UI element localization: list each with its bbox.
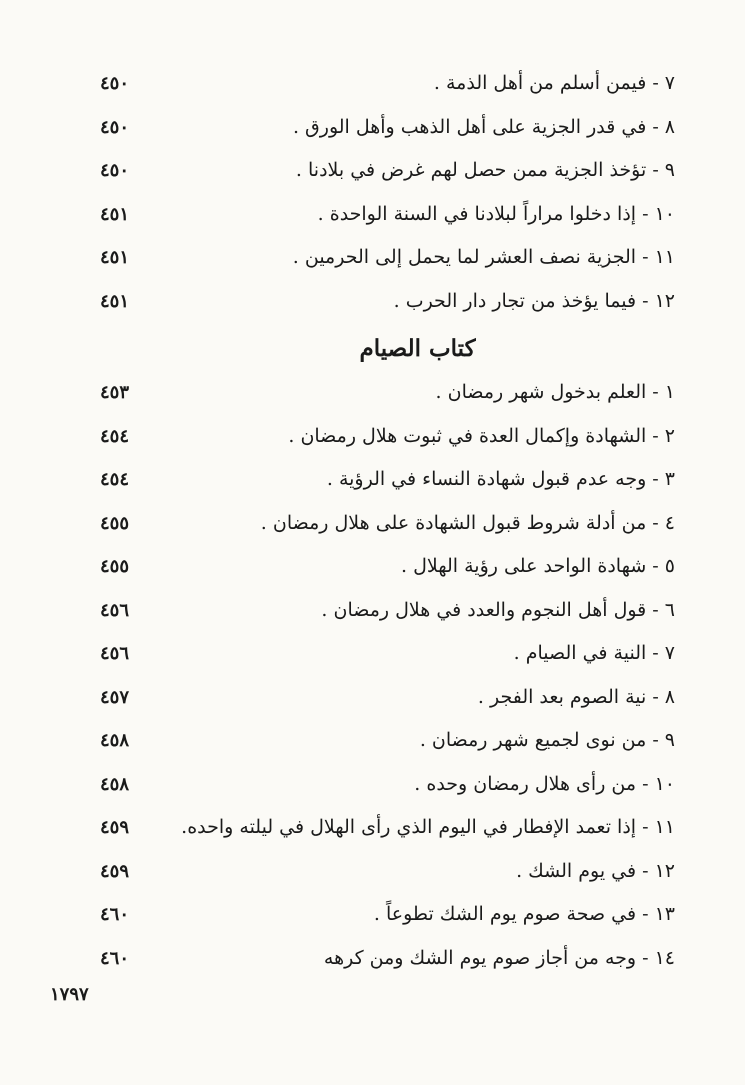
toc-entry-title: ٨ - في قدر الجزية على أهل الذهب وأهل الورق . [292, 115, 675, 138]
toc-entry-title: ٧ - النية في الصيام . [513, 642, 675, 664]
toc-row [100, 545, 675, 589]
toc-entry-title: ١٢ - في يوم الشك . [516, 859, 675, 882]
toc-entry-page: ٤٥٠ [100, 73, 130, 94]
toc-entry-page: ٤٥٤ [100, 425, 130, 447]
section-heading: كتاب الصيام [359, 335, 476, 362]
toc-entry-page: ٤٥٠ [100, 160, 130, 181]
toc-entry-title: ١٢ - فيما يؤخذ من تجار دار الحرب . [393, 289, 675, 312]
toc-entry-page: ٤٥٨ [100, 773, 130, 795]
toc-entry-page: ٤٥١ [100, 290, 130, 312]
toc-entry-title: ١٠ - من رأى هلال رمضان وحده . [414, 772, 675, 795]
page-number: ١٧٩٧ [50, 984, 89, 1005]
toc-row [100, 632, 675, 676]
toc-entry-page: ٤٥٣ [100, 382, 130, 403]
table-of-contents [100, 62, 675, 980]
toc-row [100, 719, 675, 763]
toc-row [100, 193, 675, 237]
toc-entry-page: ٤٥٤ [100, 469, 130, 490]
section-heading-row [100, 323, 675, 371]
toc-row [100, 676, 675, 720]
toc-entry-title: ٩ - تؤخذ الجزية ممن حصل لهم غرض في بلادنا . [295, 159, 675, 181]
toc-entry-title: ٨ - نية الصوم بعد الفجر . [477, 685, 675, 708]
toc-entry-title: ٤ - من أدلة شروط قبول الشهادة على هلال رمضان . [260, 511, 675, 534]
toc-entry-page: ٤٦٠ [100, 904, 130, 925]
toc-entry-title: ٧ - فيمن أسلم من أهل الذمة . [433, 72, 675, 94]
toc-entry-title: ١١ - الجزية نصف العشر لما يحمل إلى الحرمين . [292, 246, 675, 268]
toc-row [100, 937, 675, 981]
toc-entry-page: ٤٥٧ [100, 686, 130, 708]
toc-row [100, 458, 675, 502]
toc-row [100, 850, 675, 894]
toc-entry-title: ١٠ - إذا دخلوا مراراً لبلادنا في السنة الواحدة . [317, 202, 675, 225]
toc-row [100, 62, 675, 106]
toc-entry-title: ١ - العلم بدخول شهر رمضان . [435, 381, 675, 403]
toc-entry-page: ٤٥١ [100, 247, 130, 268]
toc-entry-page: ٤٥٠ [100, 116, 130, 138]
toc-entry-page: ٤٥٥ [100, 512, 130, 534]
toc-row [100, 589, 675, 633]
toc-row [100, 149, 675, 193]
toc-row [100, 763, 675, 807]
toc-entry-page: ٤٥١ [100, 203, 130, 225]
toc-entry-title: ٦ - قول أهل النجوم والعدد في هلال رمضان . [321, 598, 675, 621]
toc-row [100, 893, 675, 937]
toc-row [100, 371, 675, 415]
toc-entry-page: ٤٥٩ [100, 860, 130, 882]
toc-entry-page: ٤٥٥ [100, 556, 130, 577]
toc-entry-title: ٢ - الشهادة وإكمال العدة في ثبوت هلال رمضان . [288, 424, 675, 447]
toc-row [100, 806, 675, 850]
toc-entry-page: ٤٥٦ [100, 643, 130, 664]
toc-entry-title: ٥ - شهادة الواحد على رؤية الهلال . [401, 555, 675, 577]
toc-entry-title: ٣ - وجه عدم قبول شهادة النساء في الرؤية . [326, 468, 675, 490]
toc-entry-page: ٤٥٩ [100, 817, 130, 838]
toc-row [100, 106, 675, 150]
toc-entry-title: ١٤ - وجه من أجاز صوم يوم الشك ومن كرهه [323, 946, 675, 969]
toc-entry-page: ٤٥٦ [100, 599, 130, 621]
toc-row [100, 502, 675, 546]
toc-entry-page: ٤٦٠ [100, 947, 130, 969]
toc-row [100, 415, 675, 459]
toc-entry-title: ٩ - من نوى لجميع شهر رمضان . [419, 729, 675, 751]
toc-entry-title: ١٣ - في صحة صوم يوم الشك تطوعاً . [373, 903, 675, 925]
toc-entry-page: ٤٥٨ [100, 730, 130, 751]
toc-row [100, 236, 675, 280]
toc-entry-title: ١١ - إذا تعمد الإفطار في اليوم الذي رأى الهلال في ليلته واحده. [181, 816, 675, 838]
toc-row [100, 280, 675, 324]
